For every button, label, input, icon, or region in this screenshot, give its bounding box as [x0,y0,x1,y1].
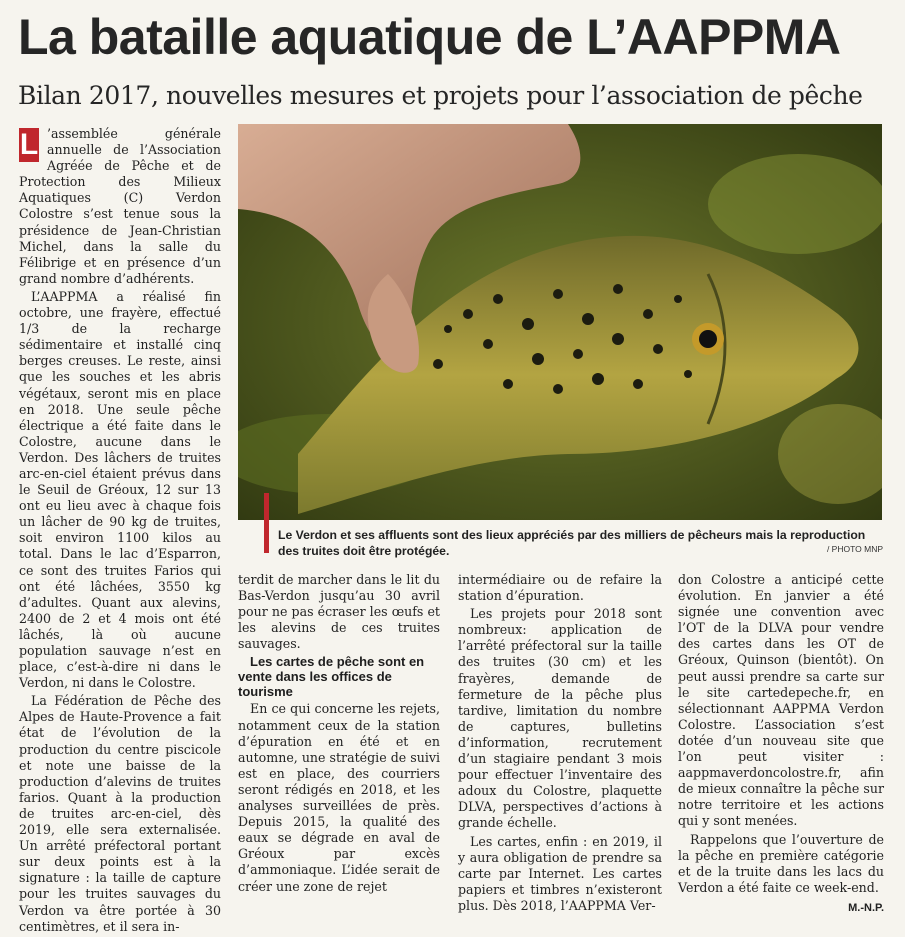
lead-paragraph-text: ’assemblée générale annuelle de l’Association Agréée de Pêche et de Protection des Milieux Aquatiques (C) Verdon Colostre s’est tenue sous la présidence de Jean-Christian Michel, dans la salle du Félibrige et en présence d’un grand nombre d’adhérents. [19,126,221,286]
trout-illustration [238,124,882,520]
subheadline: Bilan 2017, nouvelles mesures et projets pour l’association de pêche [18,81,863,110]
water-ripple [708,154,882,254]
headline: La bataille aquatique de L’AAPPMA [18,9,841,65]
paragraph: Rappelons que l’ouverture de la pêche en première catégorie et de la truite dans les lacs du Verdon a été faite ce week-end. [678,831,884,895]
paragraph: Les projets pour 2018 sont nombreux: application de l’arrêté préfectoral sur la taille des truites (30 cm) et les frayères, demande de fermeture de la pêche plus tardive, limitation du nombre de captures, bulletins d’information, recrutement d’un stagiaire pendant 3 mois pour effectuer l’inventaire des adoux du Colostre, plaquette DLVA, perspectives d’actions à grande échelle. [458,606,662,831]
paragraph: don Colostre a anticipé cette évolution. En janvier a été signée une convention avec l’OT de la DLVA pour vendre des cartes dans les OT de Gréoux, Quinson (bientôt). On peut aussi prendre sa carte sur le site cartedepeche.fr, en sélectionnant AAPPMA Verdon Colostre. L’association s’est dotée d’un nouveau site que l’on peut visiter : aappmaverdoncolostre.fr, afin de mieux connaître la pêche sur notre territoire et les actions qui y sont menées. [678,572,884,829]
paragraph: Les cartes, enfin : en 2019, il y aura obligation de prendre sa carte par Internet. Les cartes papiers et timbres n’existeront plus. Dès 2018, l’AAPPMA Ver- [458,833,662,913]
dropcap: L [19,128,39,161]
paragraph: terdit de marcher dans le lit du Bas-Verdon jusqu’au 30 avril pour ne pas écraser les œufs et les alevins de ces truites sauvages. [238,572,440,652]
photo-credit: / PHOTO MNP [826,544,883,554]
article-column-2 [238,572,440,897]
paragraph: En ce qui concerne les rejets, notamment ceux de la station d’épuration en été et en automne, une stratégie de suivi est en place, des courriers seront rédigés en 2018, et les analyses surveillées de près. Depuis 2015, la qualité des eaux se dégrade en aval de Gréoux par excès d’ammoniaque. L’idée serait de créer une zone de rejet [238,701,440,894]
paragraph: intermédiaire ou de refaire la station d’épuration. [458,572,662,604]
fish-pupil [699,330,717,348]
trout-photo [238,124,882,520]
paragraph: L’AAPPMA a réalisé fin octobre, une frayère, effectué 1/3 de la recharge sédimentaire et installé cinq berges creuses. Le reste, ainsi que les souches et les abris végétaux, seront mis en place en 2018. Une seule pêche électrique a été faite dans le Colostre, aucune dans le Verdon. Des lâchers de truites arc-en-ciel étaient prévus dans le Seuil de Gréoux, 12 sur 13 ont eu lieu avec à chaque fois un lâcher de 90 kg de truites, soit environ 1100 kilos au total. Dans le lac d’Esparron, ce sont des truites Farios qui ont été lâchées, 3550 kg d’adultes. Quant aux alevins, 2400 de 2 et 4 mois ont été lâchés, là où aucune population sauvage n’est en place, c’est-à-dire ni dans le Verdon, ni dans le Colostre. [19,288,221,691]
photo-caption: Le Verdon et ses affluents sont des lieux appréciés par des milliers de pêcheurs mais la reproduction des truites doit être protégée. [278,528,866,558]
section-subtitle: Les cartes de pêche sont en vente dans les offices de tourisme [238,654,425,700]
article-column-4 [678,572,884,916]
caption-accent-bar [264,493,269,553]
article-column-1 [19,126,221,937]
author-signature: M.-N.P. [848,901,884,914]
paragraph: La Fédération de Pêche des Alpes de Haute-Provence a fait état de l’évolution de la production du centre piscicole et note une baisse de la production d’alevins de truites farios. Quant à la production de truites arc-en-ciel, dès 2019, elle sera externalisée. Un arrêté préfectoral portant sur deux points est à la signature : la taille de capture pour les truites sauvages du Verdon va être portée à 30 centimètres, et il sera in- [19,693,221,934]
article-column-3 [458,572,662,916]
lead-paragraph [19,126,221,287]
